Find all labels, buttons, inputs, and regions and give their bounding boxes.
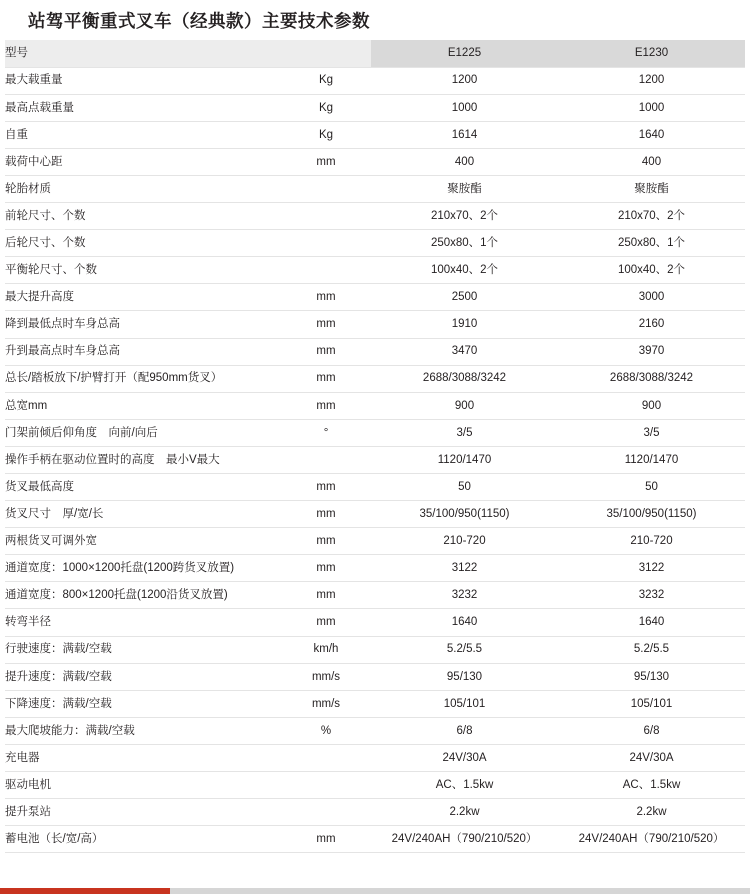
row-label: 蓄电池（长/宽/高） [5,826,281,853]
row-value-e1230: 5.2/5.5 [558,636,745,663]
row-value-e1225: 3/5 [371,419,558,446]
row-unit [281,203,371,230]
row-value-e1225: 105/101 [371,690,558,717]
row-value-e1225: 3470 [371,338,558,365]
row-label: 最大提升高度 [5,284,281,311]
row-unit: mm [281,528,371,555]
row-value-e1225: 400 [371,148,558,175]
row-unit [281,799,371,826]
column-header-unit [281,40,371,67]
row-value-e1225: 95/130 [371,663,558,690]
table-row [5,392,745,419]
row-value-e1230: 210x70、2个 [558,203,745,230]
row-value-e1230: 2688/3088/3242 [558,365,745,392]
table-row [5,528,745,555]
specification-table [5,40,745,853]
table-row [5,94,745,121]
row-unit: mm [281,311,371,338]
row-value-e1230: 35/100/950(1150) [558,501,745,528]
row-value-e1230: 1200 [558,67,745,94]
row-value-e1225: 6/8 [371,717,558,744]
row-value-e1230: AC、1.5kw [558,772,745,799]
row-value-e1230: 3122 [558,555,745,582]
row-label: 载荷中心距 [5,148,281,175]
row-label: 降到最低点时车身总高 [5,311,281,338]
table-row [5,203,745,230]
row-value-e1230: 3000 [558,284,745,311]
row-value-e1225: 聚胺酯 [371,175,558,202]
row-value-e1225: 1120/1470 [371,446,558,473]
row-value-e1230: 1000 [558,94,745,121]
table-row [5,663,745,690]
row-value-e1230: 95/130 [558,663,745,690]
footer-accent-bar [0,888,750,894]
row-value-e1230: 24V/240AH（790/210/520） [558,826,745,853]
row-label: 通道宽度：1000×1200托盘(1200跨货叉放置) [5,555,281,582]
row-unit: mm [281,148,371,175]
row-value-e1230: 3/5 [558,419,745,446]
row-value-e1225: 1910 [371,311,558,338]
table-header-row [5,40,745,67]
row-value-e1225: 2688/3088/3242 [371,365,558,392]
row-value-e1230: 24V/30A [558,744,745,771]
row-label: 充电器 [5,744,281,771]
table-row [5,582,745,609]
row-label: 两根货叉可调外宽 [5,528,281,555]
table-row [5,555,745,582]
row-label: 行驶速度：满载/空载 [5,636,281,663]
row-value-e1225: 2.2kw [371,799,558,826]
row-label: 后轮尺寸、个数 [5,230,281,257]
row-value-e1225: 100x40、2个 [371,257,558,284]
table-row [5,474,745,501]
row-value-e1225: AC、1.5kw [371,772,558,799]
row-unit: mm [281,555,371,582]
row-value-e1230: 900 [558,392,745,419]
row-label: 总宽mm [5,392,281,419]
row-value-e1225: 900 [371,392,558,419]
page-title-bar [0,0,750,40]
row-value-e1230: 400 [558,148,745,175]
row-unit: mm [281,365,371,392]
table-row [5,175,745,202]
footer-accent-red [0,888,170,894]
column-header-model-e1230: E1230 [558,40,745,67]
table-row [5,501,745,528]
table-row [5,744,745,771]
row-value-e1230: 6/8 [558,717,745,744]
row-label: 操作手柄在驱动位置时的高度 最小V最大 [5,446,281,473]
table-row [5,338,745,365]
row-value-e1225: 24V/240AH（790/210/520） [371,826,558,853]
row-label: 货叉最低高度 [5,474,281,501]
row-value-e1230: 210-720 [558,528,745,555]
row-value-e1230: 2.2kw [558,799,745,826]
table-row [5,311,745,338]
table-row [5,419,745,446]
table-row [5,636,745,663]
row-label: 轮胎材质 [5,175,281,202]
table-row [5,609,745,636]
row-value-e1225: 5.2/5.5 [371,636,558,663]
row-value-e1225: 3232 [371,582,558,609]
row-unit [281,175,371,202]
table-row [5,772,745,799]
row-unit: mm/s [281,663,371,690]
row-label: 升到最高点时车身总高 [5,338,281,365]
row-value-e1230: 50 [558,474,745,501]
row-value-e1230: 1640 [558,609,745,636]
row-value-e1225: 1640 [371,609,558,636]
table-row [5,257,745,284]
table-row [5,67,745,94]
row-unit: mm [281,474,371,501]
footer-accent-gray [170,888,750,894]
table-row [5,717,745,744]
table-body [5,40,745,853]
row-value-e1225: 50 [371,474,558,501]
row-value-e1225: 2500 [371,284,558,311]
table-row [5,799,745,826]
row-unit: mm [281,826,371,853]
row-label: 通道宽度：800×1200托盘(1200沿货叉放置) [5,582,281,609]
row-value-e1225: 210x70、2个 [371,203,558,230]
row-unit: Kg [281,67,371,94]
row-unit [281,257,371,284]
row-unit: mm [281,582,371,609]
row-label: 驱动电机 [5,772,281,799]
row-label: 总长/踏板放下/护臂打开（配950mm货叉） [5,365,281,392]
row-value-e1230: 3232 [558,582,745,609]
row-label: 提升速度：满载/空载 [5,663,281,690]
table-row [5,446,745,473]
row-unit: mm/s [281,690,371,717]
row-label: 自重 [5,121,281,148]
row-unit [281,230,371,257]
row-value-e1225: 250x80、1个 [371,230,558,257]
row-value-e1230: 105/101 [558,690,745,717]
table-row [5,230,745,257]
row-value-e1230: 250x80、1个 [558,230,745,257]
row-value-e1230: 3970 [558,338,745,365]
row-label: 前轮尺寸、个数 [5,203,281,230]
row-value-e1225: 1614 [371,121,558,148]
row-value-e1230: 2160 [558,311,745,338]
row-value-e1230: 1120/1470 [558,446,745,473]
row-label: 货叉尺寸 厚/宽/长 [5,501,281,528]
row-value-e1230: 聚胺酯 [558,175,745,202]
row-unit: Kg [281,121,371,148]
row-value-e1225: 1000 [371,94,558,121]
row-unit: ° [281,419,371,446]
row-unit: mm [281,501,371,528]
row-value-e1225: 1200 [371,67,558,94]
row-unit: mm [281,338,371,365]
row-label: 最大爬坡能力：满载/空载 [5,717,281,744]
row-label: 转弯半径 [5,609,281,636]
table-row [5,690,745,717]
row-unit [281,772,371,799]
table-row [5,826,745,853]
row-unit [281,744,371,771]
row-unit: % [281,717,371,744]
row-label: 门架前倾后仰角度 向前/向后 [5,419,281,446]
row-value-e1225: 35/100/950(1150) [371,501,558,528]
row-unit: mm [281,392,371,419]
table-row [5,121,745,148]
row-label: 最大载重量 [5,67,281,94]
column-header-model: 型号 [5,40,281,67]
row-value-e1225: 3122 [371,555,558,582]
row-value-e1230: 1640 [558,121,745,148]
page-title: 站驾平衡重式叉车（经典款）主要技术参数 [28,10,370,31]
row-label: 平衡轮尺寸、个数 [5,257,281,284]
table-row [5,148,745,175]
table-row [5,365,745,392]
row-label: 最高点载重量 [5,94,281,121]
row-value-e1225: 24V/30A [371,744,558,771]
row-unit [281,446,371,473]
row-unit: Kg [281,94,371,121]
row-unit: mm [281,284,371,311]
row-unit: km/h [281,636,371,663]
table-row [5,284,745,311]
row-value-e1230: 100x40、2个 [558,257,745,284]
row-unit: mm [281,609,371,636]
row-label: 提升泵站 [5,799,281,826]
column-header-model-e1225: E1225 [371,40,558,67]
row-label: 下降速度：满载/空载 [5,690,281,717]
row-value-e1225: 210-720 [371,528,558,555]
